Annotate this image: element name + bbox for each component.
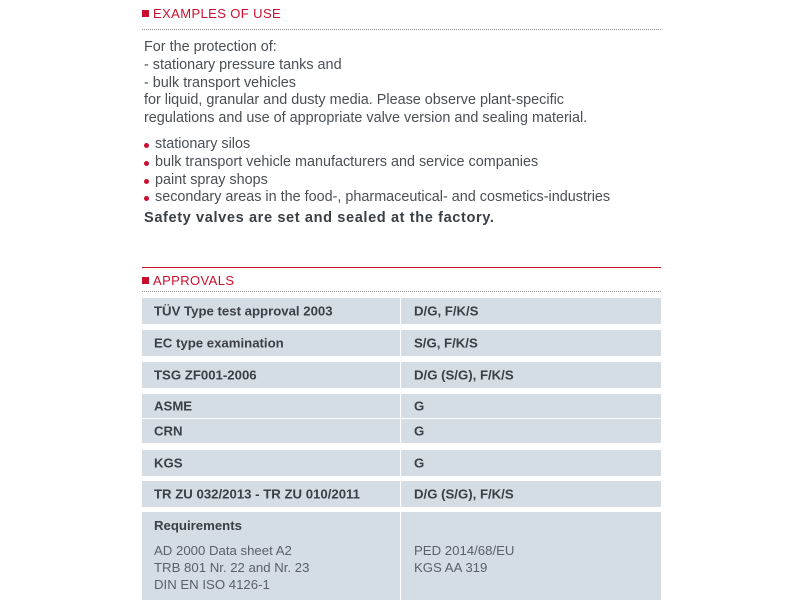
examples-intro: For the protection of: - stationary pressure tanks and - bulk transport vehicles for liquid, granular and dusty media. Please observe plant-specific regulations and use of appropriate valve version and sealing material. (144, 39, 588, 127)
requirements-title: Requirements (154, 518, 242, 533)
requirements-left: AD 2000 Data sheet A2 TRB 801 Nr. 22 and Nr. 23 DIN EN ISO 4126-1 (154, 543, 310, 592)
list-item: paint spray shops (144, 172, 674, 190)
table-row: TÜV Type test approval 2003 D/G, F/K/S (142, 298, 661, 324)
approvals-heading: APPROVALS (142, 273, 661, 288)
factory-sealed-note: Safety valves are set and sealed at the factory. (144, 210, 495, 226)
list-item: bulk transport vehicle manufacturers and service companies (144, 154, 674, 172)
bullet-dot-icon (144, 161, 149, 166)
list-item: secondary areas in the food-, pharmaceutical- and cosmetics-industries (144, 189, 674, 207)
bullet-dot-icon (144, 196, 149, 201)
table-row: CRN G (142, 419, 661, 443)
requirements-block (142, 512, 661, 600)
examples-bullet-list (144, 136, 674, 207)
red-square-icon (142, 277, 149, 284)
approvals-divider (142, 291, 661, 292)
table-row: TR ZU 032/2013 - TR ZU 010/2011 D/G (S/G), F/K/S (142, 481, 661, 507)
examples-heading: EXAMPLES OF USE (142, 6, 661, 21)
examples-divider (142, 29, 661, 30)
red-square-icon (142, 10, 149, 17)
requirements-right: PED 2014/68/EU KGS AA 319 (414, 543, 515, 575)
bullet-dot-icon (144, 179, 149, 184)
table-row: TSG ZF001-2006 D/G (S/G), F/K/S (142, 362, 661, 388)
list-item: stationary silos (144, 136, 674, 154)
table-row: EC type examination S/G, F/K/S (142, 330, 661, 356)
table-row: KGS G (142, 450, 661, 476)
approvals-top-rule (142, 267, 661, 268)
table-row: ASME G (142, 394, 661, 418)
bullet-dot-icon (144, 143, 149, 148)
